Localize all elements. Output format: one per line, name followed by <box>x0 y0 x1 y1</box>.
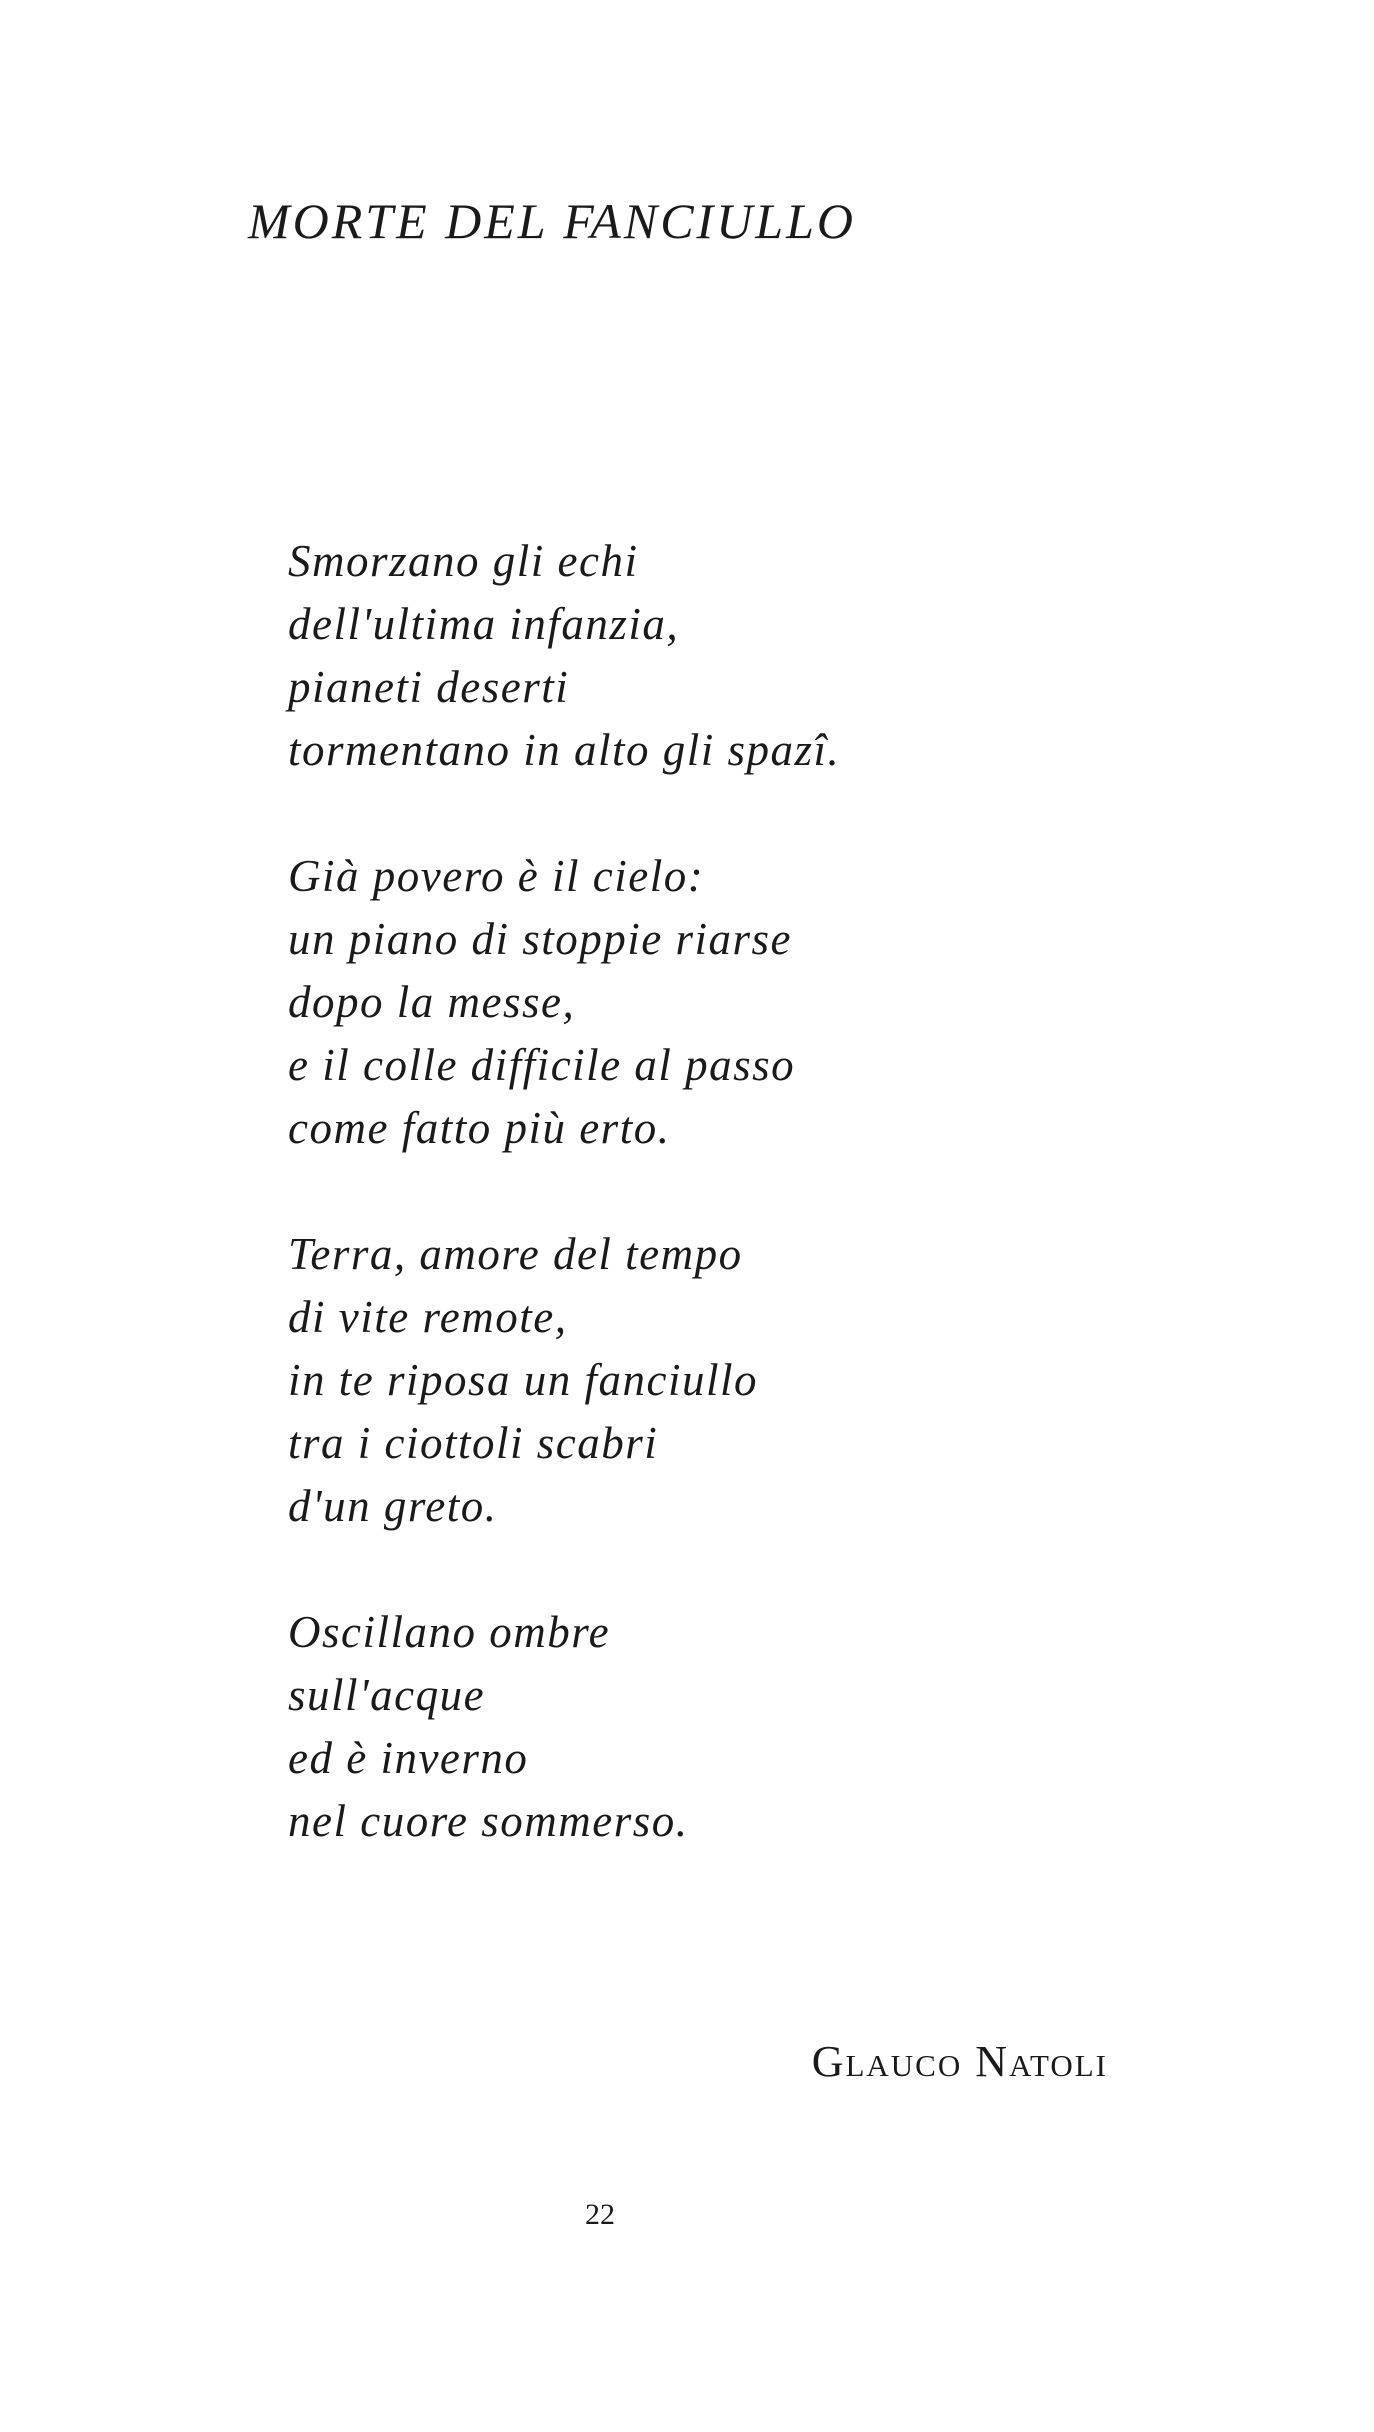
verse-line: ed è inverno <box>288 1733 529 1783</box>
verse-line: nel cuore sommerso. <box>288 1796 689 1846</box>
verse-line: sull'acque <box>288 1670 486 1720</box>
verse-line: in te riposa un fanciullo <box>288 1355 758 1405</box>
verse-line: e il colle difficile al passo <box>288 1040 796 1090</box>
verse-line: dell'ultima infanzia, <box>288 599 680 649</box>
verse-line: tra i ciottoli scabri <box>288 1418 659 1468</box>
verse-line: Già povero è il cielo: <box>288 851 705 901</box>
poem-body <box>288 530 1188 1853</box>
verse-line: Oscillano ombre <box>288 1607 611 1657</box>
stanza <box>288 1223 1188 1538</box>
author-signature: Glauco Natoli <box>811 2037 1108 2086</box>
verse-line: di vite remote, <box>288 1292 568 1342</box>
verse-line: dopo la messe, <box>288 977 576 1027</box>
page-number: 22 <box>585 2198 615 2231</box>
verse-line: Smorzano gli echi <box>288 536 639 586</box>
verse-line: un piano di stoppie riarse <box>288 914 793 964</box>
verse-line: come fatto più erto. <box>288 1103 671 1153</box>
stanza <box>288 845 1188 1160</box>
verse-line: Terra, amore del tempo <box>288 1229 743 1279</box>
poem-title: MORTE DEL FANCIULLO <box>248 193 857 249</box>
verse-line: d'un greto. <box>288 1481 498 1531</box>
stanza <box>288 1601 1188 1853</box>
stanza <box>288 530 1188 782</box>
verse-line: pianeti deserti <box>288 662 570 712</box>
verse-line: tormentano in alto gli spazî. <box>288 725 841 775</box>
